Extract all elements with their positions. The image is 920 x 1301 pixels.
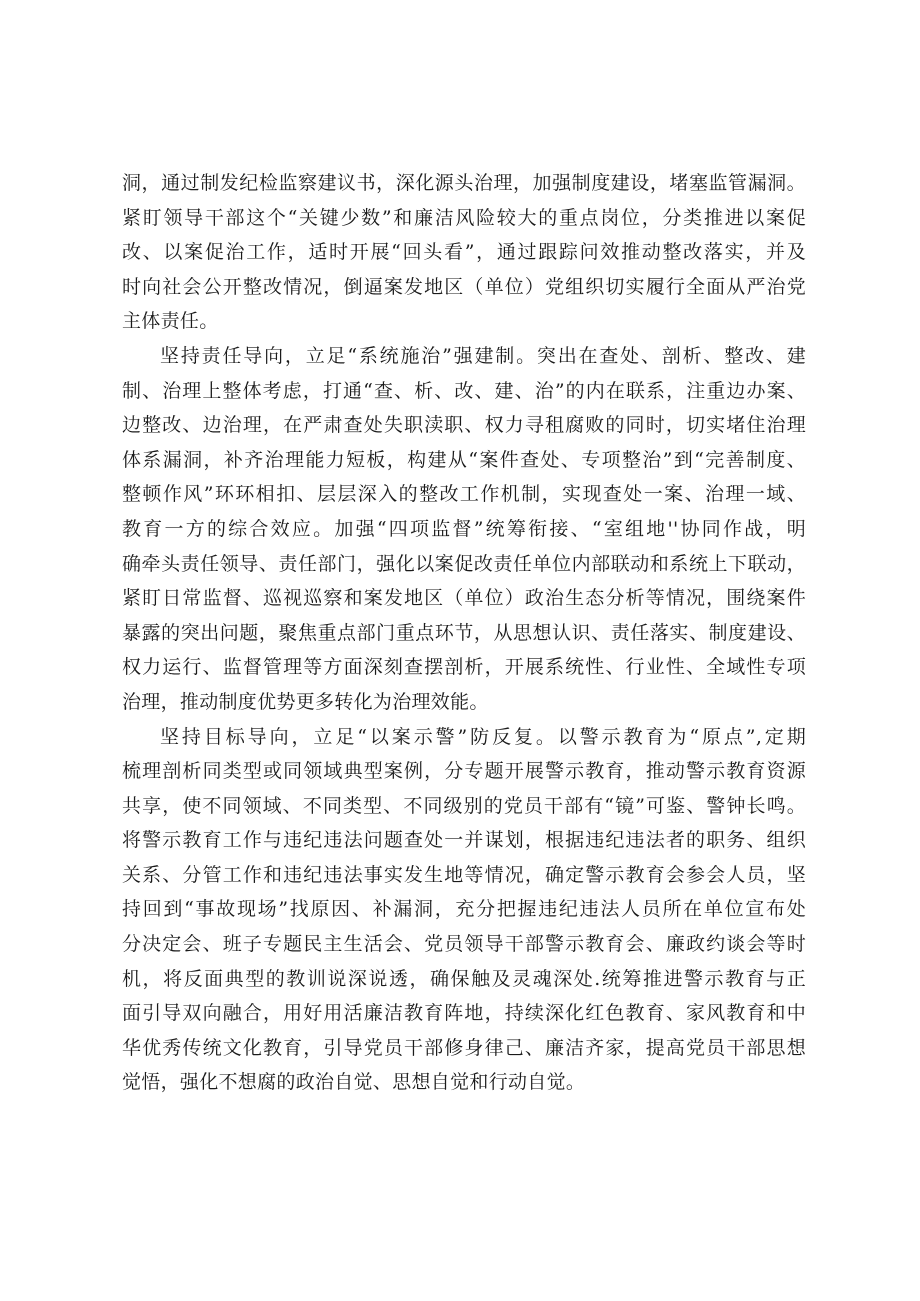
text-line: 坚持目标导向，立足“以案示警”防反复。以警示教育为“原点”,定期 [160, 725, 806, 748]
text-line: 改、以案促治工作，适时开展“回头看”，通过跟踪问效推动整改落实，并及 [122, 241, 806, 264]
text-line: 梳理剖析同类型或同领域典型案例，分专题开展警示教育，推动警示教育资源 [122, 760, 806, 783]
text-line: 时向社会公开整改情况，倒逼案发地区（单位）党组织切实履行全面从严治党 [122, 275, 806, 298]
text-line: 机，将反面典型的教训说深说透，确保触及灵魂深处.统筹推进警示教育与正 [122, 967, 806, 990]
text-line: 共享，使不同领域、不同类型、不同级别的党员干部有“镜”可鉴、警钟长鸣。 [122, 794, 806, 817]
text-line: 觉悟，强化不想腐的政治自觉、思想自觉和行动自觉。 [122, 1071, 586, 1094]
text-line: 分决定会、班子专题民主生活会、党员领导干部警示教育会、廉政约谈会等时 [122, 933, 806, 956]
text-line: 体系漏洞，补齐治理能力短板，构建从“案件查处、专项整治”到“完善制度、 [122, 448, 806, 471]
text-line: 教育一方的综合效应。加强“四项监督”统筹衔接、“室组地''协同作战，明 [122, 517, 806, 540]
text-line: 暴露的突出问题，聚焦重点部门重点环节，从思想认识、责任落实、制度建设、 [122, 621, 806, 644]
text-line: 坚持责任导向，立足“系统施治”强建制。突出在查处、剖析、整改、建 [160, 344, 806, 367]
text-line: 洞，通过制发纪检监察建议书，深化源头治理，加强制度建设，堵塞监管漏洞。 [122, 172, 806, 194]
text-line: 权力运行、监督管理等方面深刻查摆剖析，开展系统性、行业性、全域性专项 [122, 656, 806, 679]
text-line: 紧盯日常监督、巡视巡察和案发地区（单位）政治生态分析等情况，围绕案件 [122, 587, 806, 610]
text-line: 持回到“事故现场”找原因、补漏洞，充分把握违纪违法人员所在单位宣布处 [122, 898, 806, 921]
text-line: 关系、分管工作和违纪违法事实发生地等情况，确定警示教育会参会人员，坚 [122, 863, 806, 886]
document-body [122, 166, 806, 1100]
text-line: 紧盯领导干部这个“关键少数”和廉洁风险较大的重点岗位，分类推进以案促 [122, 206, 806, 229]
text-line: 华优秀传统文化教育，引导党员干部修身律己、廉洁齐家，提高党员干部思想 [122, 1036, 806, 1059]
text-line: 将警示教育工作与违纪违法问题查处一并谋划，根据违纪违法者的职务、组织 [122, 829, 806, 852]
text-line: 制、治理上整体考虑，打通“查、析、改、建、治”的内在联系，注重边办案、 [122, 379, 806, 402]
paragraph-3 [122, 720, 806, 1101]
text-line: 确牵头责任领导、责任部门，强化以案促改责任单位内部联动和系统上下联动， [122, 552, 806, 575]
text-line: 边整改、边治理，在严肃查处失职渎职、权力寻租腐败的同时，切实堵住治理 [122, 414, 806, 437]
text-line: 面引导双向融合，用好用活廉洁教育阵地，持续深化红色教育、家风教育和中 [122, 1002, 806, 1025]
paragraph-2 [122, 339, 806, 720]
text-line: 整顿作风”环环相扣、层层深入的整改工作机制，实现查处一案、治理一域、 [122, 483, 806, 506]
paragraph-1 [122, 166, 806, 339]
text-line: 主体责任。 [122, 310, 219, 333]
text-line: 治理，推动制度优势更多转化为治理效能。 [122, 690, 489, 713]
